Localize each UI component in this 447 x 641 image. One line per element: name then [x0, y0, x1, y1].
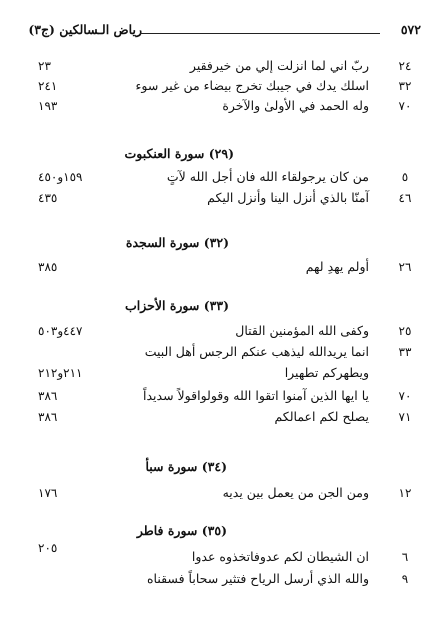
index-entry	[0, 57, 447, 77]
verse-text: ومن الجن من يعمل بين يديه	[222, 485, 369, 500]
verse-number: ٢٥	[398, 324, 412, 338]
index-entry	[0, 387, 447, 407]
index-entry	[0, 541, 447, 568]
verse-text: والله الذي أرسل الرياح فتثير سحاباً فسقناه	[146, 571, 369, 586]
verse-number: ٣٣	[398, 345, 412, 359]
verse-text: يا ايها الذين آمنوا اتقوا الله وقولواقولاً سديداً	[143, 388, 369, 403]
verse-text: ويطهركم تطهيرا	[284, 365, 369, 380]
index-entry	[0, 77, 447, 97]
verse-text: وله الحمد في الأولىٰ والآخرة	[222, 98, 369, 113]
page-reference: ٣٨٥	[38, 260, 58, 274]
surah-heading: (٢٩) سورة العنكبوت	[124, 146, 234, 161]
page-number: ٥٧٢	[400, 22, 421, 37]
page-reference: ١٧٦	[38, 486, 58, 500]
index-entry	[0, 343, 447, 363]
index-entry	[0, 364, 447, 384]
page-reference: ١٥٩و٤٥٠	[38, 170, 83, 184]
index-entry	[0, 322, 447, 342]
verse-number: ٤٦	[398, 191, 412, 205]
page-reference: ٢٠٥	[38, 541, 58, 555]
verse-text: انما يريدالله ليذهب عنكم الرجس أهل البيت	[144, 344, 369, 359]
verse-text: من كان يرجولقاء الله فان أجل الله لآتٍ	[166, 169, 369, 184]
page-reference: ٣٨٦	[38, 389, 58, 403]
verse-text: ان الشيطان لكم عدوفاتخذوه عدوا	[191, 549, 369, 564]
surah-heading: (٣٤) سورة سبأ	[145, 459, 227, 474]
verse-text: ربّ اني لما انزلت إلي من خيرفقير	[189, 58, 369, 73]
verse-number: ٧٠	[398, 99, 412, 113]
verse-number: ٣٢	[398, 79, 412, 93]
verse-text: اسلك يدك في جيبك تخرج بيضاء من غير سوء	[135, 78, 369, 93]
verse-number: ٥	[401, 170, 409, 184]
page-reference: ٢٣	[38, 59, 51, 73]
index-entry	[0, 570, 447, 590]
verse-text: وكفى الله المؤمنين القتال	[235, 323, 369, 338]
index-entry	[0, 408, 447, 428]
index-entry	[0, 97, 447, 117]
header-rule	[140, 33, 380, 34]
verse-number: ٧١	[398, 410, 412, 424]
index-entry	[0, 258, 447, 278]
surah-heading: (٣٥) سورة فاطر	[136, 523, 227, 538]
page-reference: ٢١١و٢١٢	[38, 366, 83, 380]
page-reference: ٤٤٧و٥٠٣	[38, 324, 83, 338]
verse-number: ٩	[401, 572, 409, 586]
verse-text: يصلح لكم اعمالكم	[274, 409, 369, 424]
running-header-title: رياض الـسالكين (ج٣)	[28, 22, 142, 37]
index-entry	[0, 189, 447, 209]
verse-text: أولم يهدِ لهم	[305, 259, 369, 274]
verse-number: ٢٤	[398, 59, 412, 73]
verse-number: ٦	[401, 550, 409, 564]
index-entry	[0, 484, 447, 504]
page-reference: ٢٤١	[38, 79, 58, 93]
verse-number: ٧٠	[398, 389, 412, 403]
page-reference: ٣٨٦	[38, 410, 58, 424]
surah-heading: (٣٣) سورة الأحزاب	[125, 298, 229, 313]
verse-number: ١٢	[398, 486, 412, 500]
verse-number: ٢٦	[398, 260, 412, 274]
page-reference: ٤٣٥	[38, 191, 58, 205]
page-reference: ١٩٣	[38, 99, 58, 113]
index-entry	[0, 168, 447, 188]
surah-heading: (٣٢) سورة السجدة	[125, 235, 229, 250]
verse-text: آمنّا بالذي أنزل الينا وأنزل اليكم	[207, 190, 369, 205]
